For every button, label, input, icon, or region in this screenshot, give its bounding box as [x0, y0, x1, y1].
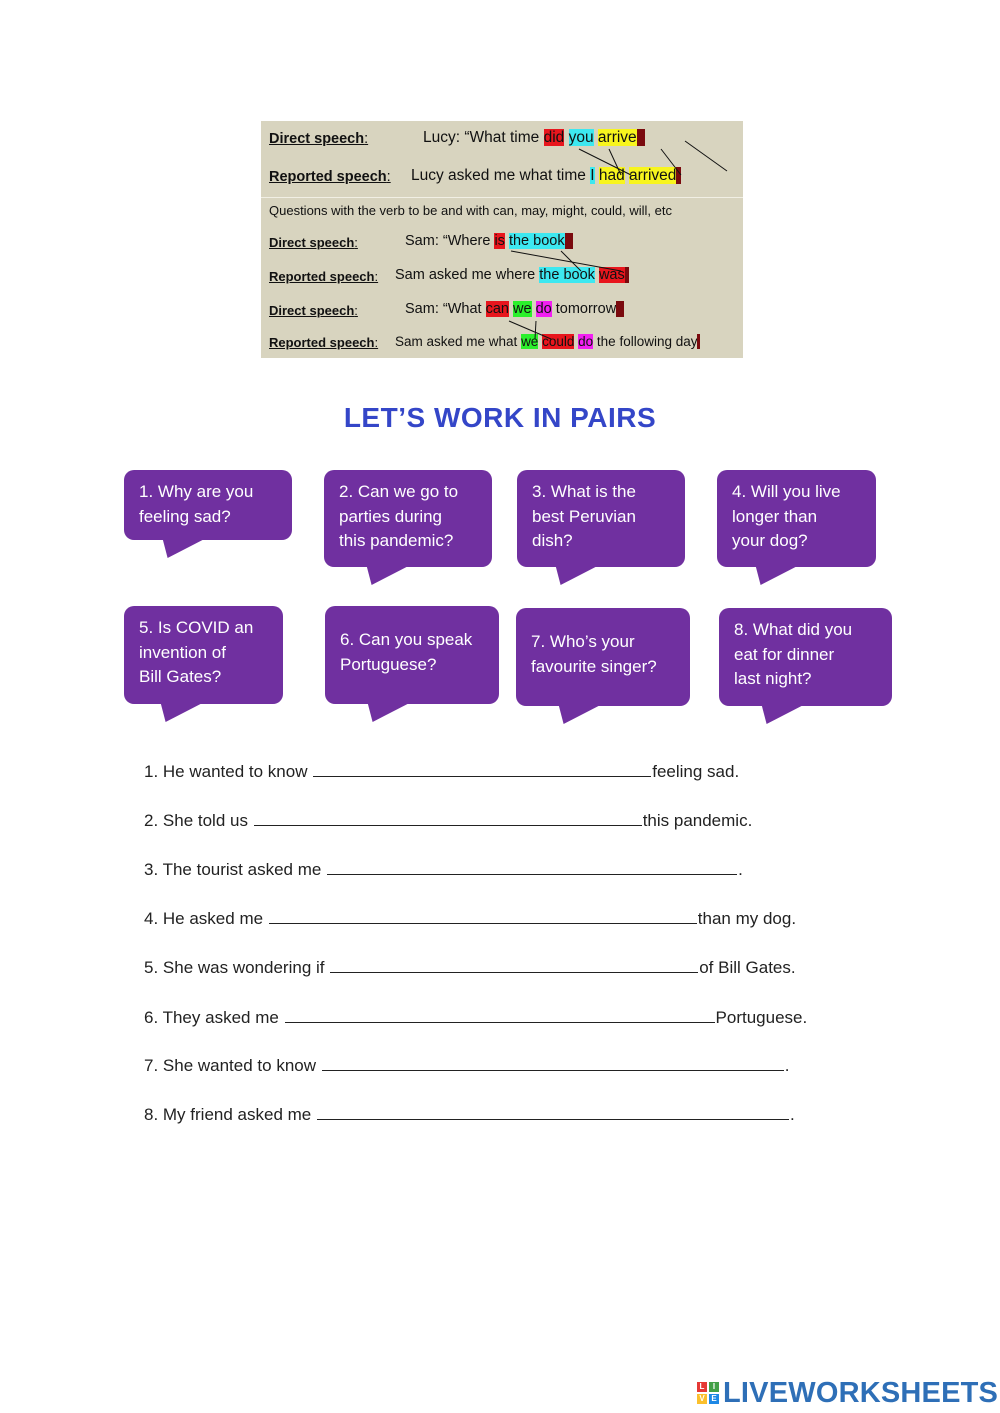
exercise-line-8: 8. My friend asked me . — [144, 1105, 795, 1124]
sam2-direct-sentence: Sam: “What can we do tomorrow? — [405, 301, 625, 317]
hl-the-book: the book — [508, 233, 565, 249]
hl-can: can — [485, 301, 509, 317]
exercise-line-3: 3. The tourist asked me . — [144, 860, 743, 879]
bubble-tail — [739, 565, 800, 585]
reported-speech-label-3: Reported speech — [269, 335, 375, 350]
direct-speech-label-2: Direct speech — [269, 235, 355, 250]
bubble-6: 6. Can you speak Portuguese? — [325, 606, 499, 704]
arrow-qmark-period — [685, 141, 727, 171]
hl-period: . — [676, 167, 681, 184]
exercise-line-5: 5. She was wondering if of Bill Gates. — [144, 958, 796, 977]
hl-do: do — [535, 301, 552, 317]
bubble-tail — [146, 538, 207, 558]
lucy-direct-sentence: Lucy: “What time did you arrive? — [423, 129, 646, 146]
hl-i: I — [590, 167, 595, 184]
section-title: LET’S WORK IN PAIRS — [343, 402, 657, 433]
bubble-8: 8. What did you eat for dinner last night? — [719, 608, 892, 706]
hl-we: we — [513, 301, 532, 317]
logo-text: LIVEWORKSHEETS — [723, 1376, 999, 1409]
sam1-reported-sentence: Sam asked me where the book was. — [395, 267, 629, 283]
bubble-1: 1. Why are you feeling sad? — [124, 470, 292, 540]
transformation-arrows — [261, 121, 743, 358]
exercise-line-4: 4. He asked me than my dog. — [144, 909, 797, 928]
answer-blank-3[interactable] — [327, 860, 737, 875]
hl-did: did — [543, 129, 565, 146]
arrow-can-could — [509, 321, 551, 339]
sam2-reported-sentence: Sam asked me what we could do the following day. — [395, 334, 701, 349]
answer-blank-8[interactable] — [317, 1105, 789, 1120]
hl-arrived: arrived — [629, 167, 677, 184]
bubble-tail — [144, 702, 205, 722]
bubble-tail — [542, 704, 603, 724]
bubble-5: 5. Is COVID an invention of Bill Gates? — [124, 606, 283, 704]
exercise-line-6: 6. They asked me Portuguese. — [144, 1008, 808, 1027]
bubble-tail — [539, 565, 600, 585]
hl-the-book-2: the book — [539, 267, 595, 283]
hl-could: could — [542, 334, 575, 349]
liveworksheets-logo — [697, 1378, 998, 1408]
hl-you: you — [568, 129, 594, 146]
direct-speech-label-3: Direct speech — [269, 303, 355, 318]
logo-mark-icon: L I V E — [697, 1382, 719, 1404]
hl-do-2: do — [578, 334, 594, 349]
answer-blank-6[interactable] — [285, 1008, 715, 1023]
exercise-line-7: 7. She wanted to know . — [144, 1056, 790, 1075]
answer-blank-7[interactable] — [322, 1056, 784, 1071]
bubble-7: 7. Who’s your favourite singer? — [516, 608, 690, 706]
bubble-2: 2. Can we go to parties during this pandemic? — [324, 470, 492, 567]
answer-blank-1[interactable] — [313, 762, 651, 777]
arrow-we — [535, 321, 536, 339]
bubble-4: 4. Will you live longer than your dog? — [717, 470, 876, 567]
sam1-direct-sentence: Sam: “Where is the book? — [405, 233, 573, 249]
reported-speech-label-2: Reported speech — [269, 269, 375, 284]
lucy-reported-sentence: Lucy asked me what time I had arrived. — [411, 167, 681, 184]
hl-was: was — [598, 267, 625, 283]
bubble-tail — [745, 704, 806, 724]
answer-blank-5[interactable] — [330, 958, 698, 973]
reported-speech-label: Reported speech — [269, 169, 387, 185]
grammar-reference-box: Direct speech: Lucy: “What time did you arrive? Reported speech: Lucy asked me what time I had arrived. Questions with the verb to be and with can, may, might, could, will, etc Direct speech: Sam: “Where is the book? Reported speech: Sam asked me where the book was. Direct speech: Sam: “What can we do tomorrow? Reported speech: Sam asked me what we could do the following day. — [261, 121, 743, 358]
hl-arrive: arrive — [597, 129, 637, 146]
arrow-arrive-arrived — [661, 149, 681, 175]
answer-blank-4[interactable] — [269, 909, 697, 924]
exercise-line-1: 1. He wanted to know feeling sad. — [144, 762, 740, 781]
hl-is: is — [494, 233, 505, 249]
bubble-tail — [351, 702, 412, 722]
bubble-tail — [350, 565, 411, 585]
exercise-line-2: 2. She told us this pandemic. — [144, 811, 753, 830]
arrow-you-i — [609, 149, 621, 175]
bubble-3: 3. What is the best Peruvian dish? — [517, 470, 685, 567]
hl-qmark: ? — [636, 129, 646, 146]
arrow-is-was — [511, 251, 621, 271]
answer-blank-2[interactable] — [254, 811, 642, 826]
hl-we-2: we — [521, 334, 539, 349]
arrow-did-had — [579, 149, 631, 175]
rule-note: Questions with the verb to be and with can, may, might, could, will, etc — [269, 203, 672, 218]
direct-speech-label: Direct speech — [269, 131, 365, 147]
hl-had: had — [598, 167, 625, 184]
